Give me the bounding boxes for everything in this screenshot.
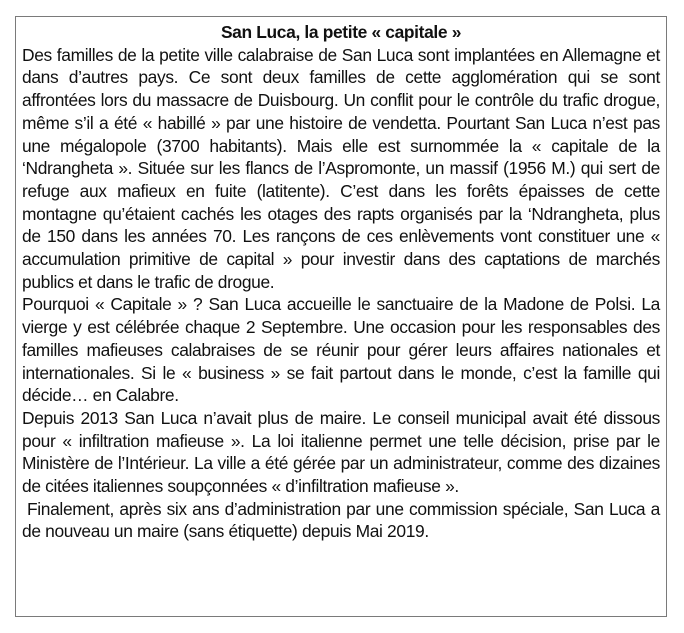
article-box xyxy=(15,16,667,617)
paragraph-conclusion: Finalement, après six ans d’administration par une commission spéciale, San Luca a de nouveau un maire (sans étiquette) depuis Mai 2019. xyxy=(22,498,660,542)
article-title: San Luca, la petite « capitale » xyxy=(220,22,462,42)
paragraph-intro: Des familles de la petite ville calabraise de San Luca sont implantées en Allemagne et dans d’autres pays. Ce sont deux familles de cette agglomération qui se sont affrontées lors du massacre de Duisbourg. Un conflit pour le contrôle du trafic drogue, même s’il a été « habillé » par une histoire de vendetta. Pourtant San Luca n’est pas une mégalopole (3700 habitants). Mais elle est surnommée la « capitale de la ‘Ndrangheta ». Située sur les flancs de l’Aspromonte, un massif (1956 M.) qui sert de refuge aux mafieux en fuite (latitente). C’est dans les forêts épaisses de cette montagne qu’étaient cachés les otages des rapts organisés par la ‘Ndrangheta, plus de 150 dans les années 70. Les rançons de ces enlèvements vont constituer une « accumulation primitive de capital » pour investir dans des captations de marchés publics et dans le trafic de drogue. xyxy=(22,44,660,292)
paragraph-why-capital: Pourquoi « Capitale » ? San Luca accueille le sanctuaire de la Madone de Polsi. La vierge y est célébrée chaque 2 Septembre. Une occasion pour les responsables des familles mafieuses calabraises de se réunir pour gérer leurs affaires nationales et internationales. Si le « business » se fait partout dans le monde, c’est la famille qui décide… en Calabre. xyxy=(22,294,660,406)
paragraph-mayor-dissolution: Depuis 2013 San Luca n’avait plus de maire. Le conseil municipal avait été dissous pour « infiltration mafieuse ». La loi italienne permet une telle décision, prise par le Ministère de l’Intérieur. La ville a été gérée par un administrateur, comme des dizaines de citées italiennes soupçonnées « d’infiltration mafieuse ». xyxy=(22,407,660,497)
